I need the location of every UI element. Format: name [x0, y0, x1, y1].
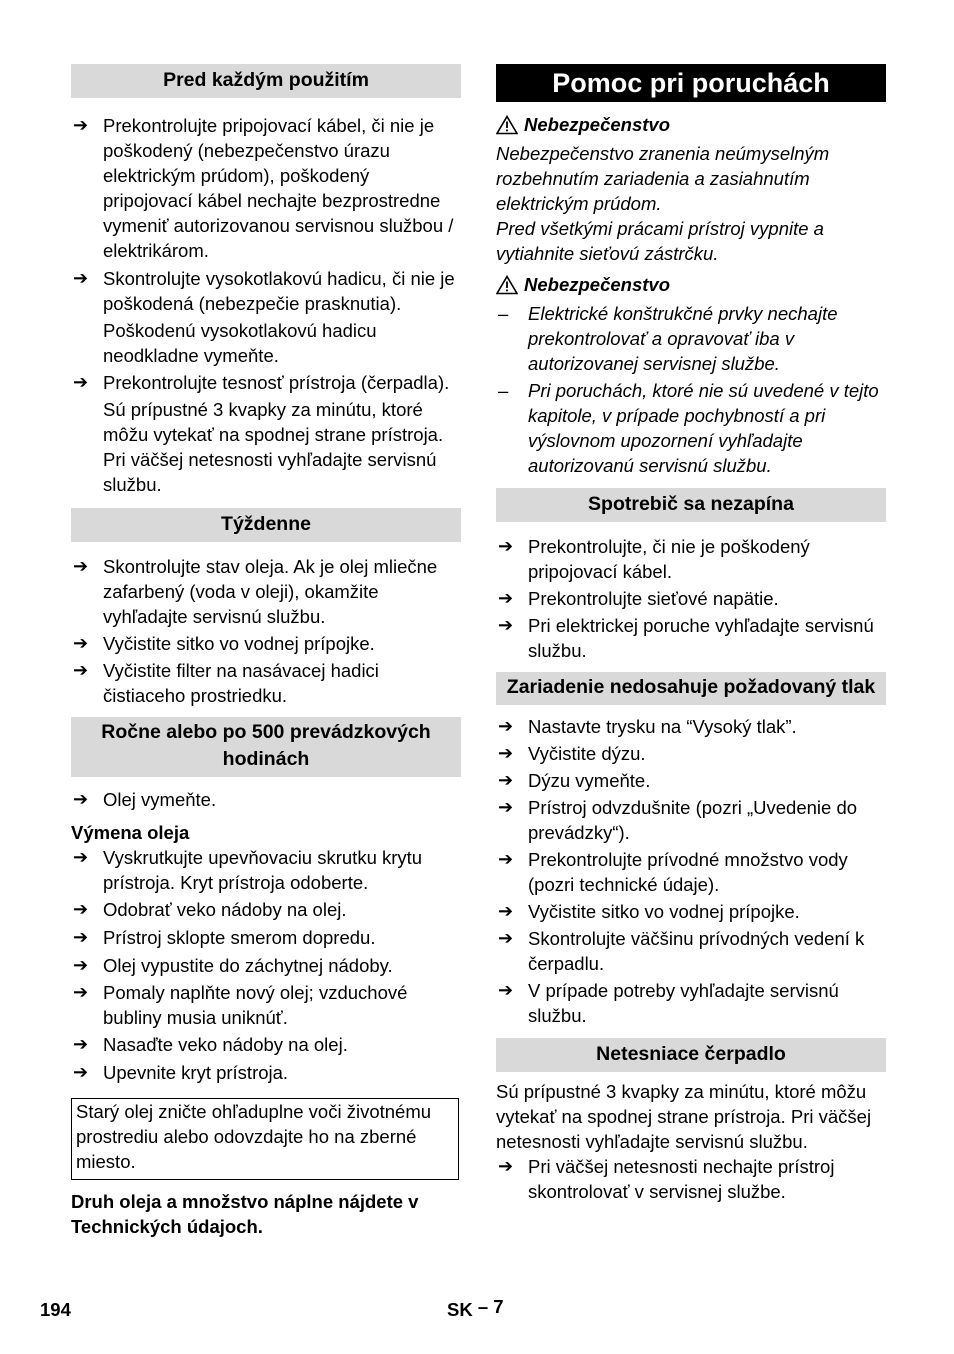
- oil-change-subheading: Výmena oleja: [71, 822, 190, 843]
- list-item: ➔ V prípade potreby vyhľadajte servisnú službu.: [498, 980, 839, 1026]
- weekly-list: [71, 554, 461, 708]
- list-item: – Pri poruchách, ktoré nie sú uvedené v tejto kapitole, v prípade pochybností a pri výslovnom upozornení vyhľadajte autorizovanú servisnú službu.: [498, 380, 879, 476]
- before-use-note-drops: Sú prípustné 3 kvapky za minútu, ktoré môžu vytekať na spodnej strane prístroja. Pri väčšej netesnosti vyhľadajte servisnú službu.: [103, 399, 444, 495]
- list-item: ➔ Olej vypustite do záchytnej nádoby.: [73, 955, 393, 976]
- list-item: ➔ Prekontrolujte tesnosť prístroja (čerpadla).: [73, 372, 450, 393]
- list-item: ➔ Vyčistite dýzu.: [498, 743, 646, 764]
- warning-1-heading: Nebezpečenstvo: [496, 112, 886, 137]
- list-item: ➔ Vyčistite sitko vo vodnej prípojke.: [73, 633, 375, 654]
- arrow-right-icon: ➔: [73, 982, 89, 1002]
- before-use-list: [71, 113, 461, 316]
- leaking-pump-text: Sú prípustné 3 kvapky za minútu, ktoré môžu vytekať na spodnej strane prístroja. Pri väčšej netesnosti vyhľadajte servisnú službu.: [496, 1081, 872, 1152]
- list-item: ➔ Skontrolujte stav oleja. Ak je olej mliečne zafarbený (voda v oleji), okamžite vyhľadajte servisnú službu.: [73, 556, 438, 627]
- list-item: ➔ Skontrolujte vysokotlakovú hadicu, či nie je poškodená (nebezpečie prasknutia).: [73, 268, 455, 314]
- arrow-right-icon: ➔: [498, 716, 514, 736]
- arrow-right-icon: ➔: [73, 1062, 89, 1082]
- no-start-list: [496, 534, 886, 663]
- yearly-list: [71, 787, 461, 812]
- warning-1-text: Nebezpečenstvo zranenia neúmyselným rozbehnutím zariadenia a zasiahnutím elektrickým prúdom.: [496, 143, 830, 214]
- section-heading-no-pressure: Zariadenie nedosahuje požadovaný tlak: [496, 672, 886, 705]
- arrow-right-icon: ➔: [498, 536, 514, 556]
- oil-type-note: Druh oleja a množstvo náplne nájdete v Technických údajoch.: [71, 1191, 419, 1237]
- list-item: ➔ Prístroj sklopte smerom dopredu.: [73, 927, 376, 948]
- arrow-right-icon: ➔: [73, 1034, 89, 1054]
- left-column: [71, 64, 461, 1239]
- arrow-right-icon: ➔: [73, 789, 89, 809]
- arrow-right-icon: ➔: [498, 797, 514, 817]
- section-heading-leaking-pump: Netesniace čerpadlo: [496, 1038, 886, 1072]
- arrow-right-icon: ➔: [73, 633, 89, 653]
- list-item: ➔ Upevnite kryt prístroja.: [73, 1062, 289, 1083]
- list-item: ➔ Pri väčšej netesnosti nechajte prístroj skontrolovať v servisnej službe.: [498, 1156, 835, 1202]
- arrow-right-icon: ➔: [498, 928, 514, 948]
- arrow-right-icon: ➔: [73, 268, 89, 288]
- arrow-right-icon: ➔: [73, 372, 89, 392]
- list-item: ➔ Vyskrutkujte upevňovaciu skrutku krytu prístroja. Kryt prístroja odoberte.: [73, 847, 423, 893]
- arrow-right-icon: ➔: [73, 660, 89, 680]
- list-item: ➔ Odobrať veko nádoby na olej.: [73, 899, 347, 920]
- before-use-note-hose: Poškodenú vysokotlakovú hadicu neodkladne vymeňte.: [103, 320, 377, 366]
- list-item: ➔ Prístroj odvzdušnite (pozri „Uvedenie do prevádzky“).: [498, 797, 858, 843]
- page-number: 194: [40, 1299, 71, 1320]
- arrow-right-icon: ➔: [498, 1156, 514, 1176]
- list-item: – Elektrické konštrukčné prvky nechajte prekontrolovať a opravovať iba v autorizovanej servisnej službe.: [498, 303, 838, 374]
- list-item: ➔ Skontrolujte väčšinu prívodných vedení k čerpadlu.: [498, 928, 865, 974]
- arrow-right-icon: ➔: [498, 901, 514, 921]
- arrow-right-icon: ➔: [73, 115, 89, 135]
- list-item: ➔ Prekontrolujte sieťové napätie.: [498, 588, 779, 609]
- arrow-right-icon: ➔: [498, 849, 514, 869]
- list-item: ➔ Nasaďte veko nádoby na olej.: [73, 1034, 348, 1055]
- list-item: ➔ Pomaly naplňte nový olej; vzduchové bubliny musia uniknúť.: [73, 982, 408, 1028]
- warning-2-list: [496, 301, 886, 478]
- section-heading-no-start: Spotrebič sa nezapína: [496, 488, 886, 522]
- environment-note-box: Starý olej zničte ohľaduplne voči životnému prostrediu alebo odovzdajte ho na zberné miesto.: [71, 1098, 459, 1180]
- no-pressure-list: [496, 714, 886, 1028]
- warning-triangle-icon: [496, 115, 518, 135]
- arrow-right-icon: ➔: [73, 556, 89, 576]
- arrow-right-icon: ➔: [73, 927, 89, 947]
- page-title: Pomoc pri poruchách: [496, 64, 886, 102]
- list-item: ➔ Prekontrolujte pripojovací kábel, či nie je poškodený (nebezpečenstvo úrazu elektrickým prúdom), poškodený pripojovací kábel nechajte bezprostredne vymeniť autorizovanou servisnou službou / elektrikárom.: [73, 115, 454, 261]
- right-column: [496, 64, 886, 1204]
- section-heading-yearly: Ročne alebo po 500 prevádzkových hodinách: [71, 717, 461, 777]
- arrow-right-icon: ➔: [73, 955, 89, 975]
- section-heading-weekly: Týždenne: [71, 508, 461, 542]
- list-item: ➔ Nastavte trysku na “Vysoký tlak”.: [498, 716, 797, 737]
- list-item: ➔ Prekontrolujte prívodné množstvo vody (pozri technické údaje).: [498, 849, 848, 895]
- list-item: ➔ Prekontrolujte, či nie je poškodený pripojovací kábel.: [498, 536, 810, 582]
- list-item: ➔ Dýzu vymeňte.: [498, 770, 651, 791]
- before-use-list-2: [71, 370, 461, 395]
- list-item: ➔ Vyčistite filter na nasávacej hadici čistiaceho prostriedku.: [73, 660, 379, 706]
- arrow-right-icon: ➔: [498, 588, 514, 608]
- arrow-right-icon: ➔: [498, 770, 514, 790]
- leaking-pump-list: [496, 1154, 886, 1204]
- list-item: ➔ Pri elektrickej poruche vyhľadajte servisnú službu.: [498, 615, 874, 661]
- section-heading-before-use: Pred každým použitím: [71, 64, 461, 98]
- arrow-right-icon: ➔: [498, 743, 514, 763]
- warning-triangle-icon: [496, 275, 518, 295]
- warning-1-instruction: Pred všetkými prácami prístroj vypnite a vytiahnite sieťovú zástrčku.: [496, 218, 824, 264]
- oil-change-list: [71, 845, 461, 1085]
- warning-2-heading: Nebezpečenstvo: [496, 272, 886, 297]
- arrow-right-icon: ➔: [498, 980, 514, 1000]
- list-item: ➔ Vyčistite sitko vo vodnej prípojke.: [498, 901, 800, 922]
- arrow-right-icon: ➔: [73, 847, 89, 867]
- section-page-label: SK – 7: [447, 1296, 504, 1320]
- arrow-right-icon: ➔: [73, 899, 89, 919]
- list-item: ➔ Olej vymeňte.: [73, 789, 217, 810]
- arrow-right-icon: ➔: [498, 615, 514, 635]
